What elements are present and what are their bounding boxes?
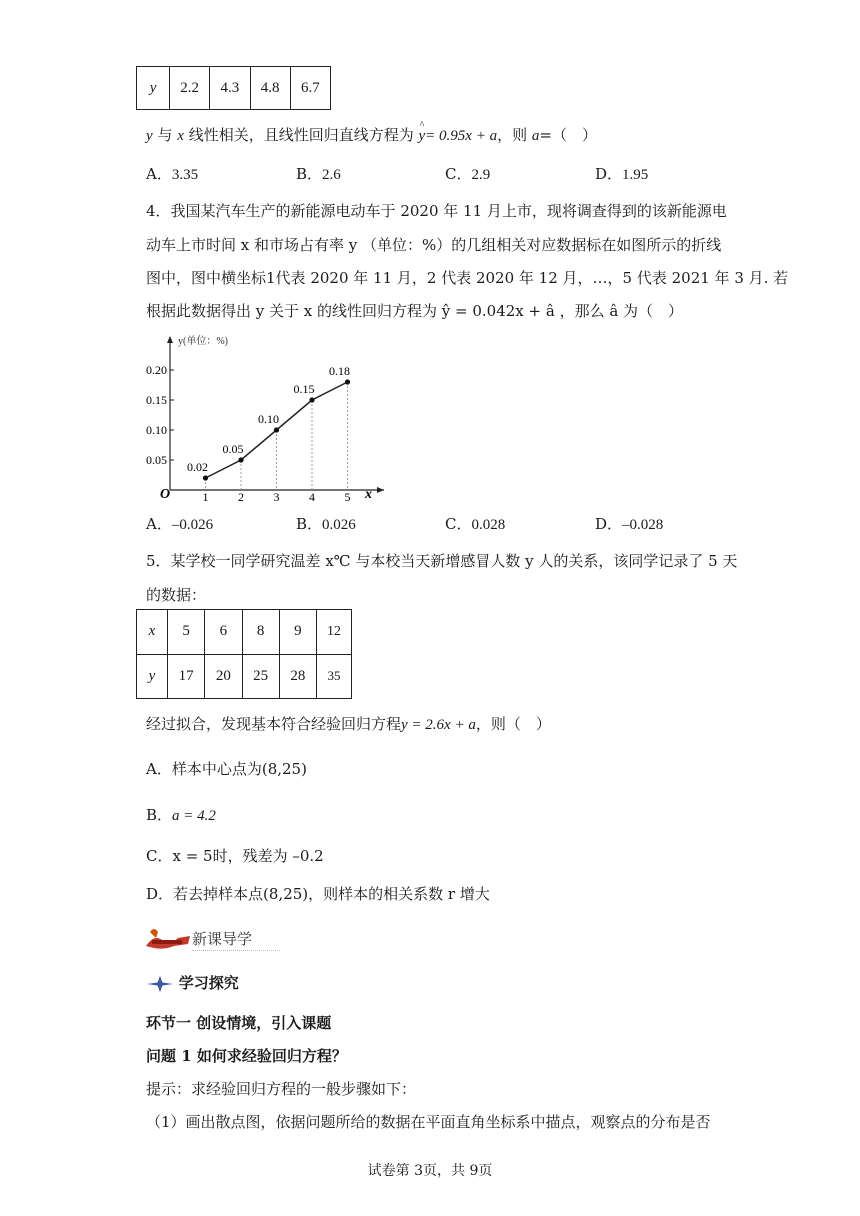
- banner-title: 新课导学: [192, 930, 253, 948]
- y-tick-label: 0.15: [146, 393, 167, 407]
- q4-line-4: 根据此数据得出 y 关于 x 的线性回归方程为 ŷ = 0.042x + â ，那么 â 为（ ）: [146, 302, 684, 320]
- data-point: [345, 379, 350, 384]
- study-subhead: 学习探究: [146, 972, 239, 993]
- data-label: 0.15: [293, 382, 315, 396]
- section-banner: [144, 926, 284, 952]
- x-tick-label: 2: [238, 490, 244, 503]
- y-tick-label: 0.05: [146, 453, 167, 467]
- q5-table-cell: 12: [317, 610, 352, 655]
- data-point: [238, 457, 243, 462]
- x-tick-label: 5: [344, 490, 351, 503]
- top-table-cell: 2.2: [170, 67, 210, 110]
- banner-decoration-icon: [144, 926, 194, 952]
- star-icon: [146, 975, 174, 993]
- q5-option-a: A．样本中心点为(8,25): [146, 760, 307, 778]
- q5-table-cell: 6: [205, 610, 242, 655]
- top-data-table: [136, 66, 331, 110]
- q3-option-b: B．2.6: [296, 165, 341, 183]
- data-label: 0.05: [222, 442, 244, 456]
- q3-option-a: A．3.35: [146, 165, 199, 183]
- banner-underline: [192, 950, 280, 951]
- question-1-heading: 问题 1 如何求经验回归方程？: [146, 1047, 347, 1065]
- step-1-text: （1）画出散点图，依据问题所给的数据在平面直角坐标系中描点，观察点的分布是否: [146, 1113, 711, 1131]
- q5-table-cell: 8: [242, 610, 279, 655]
- q5-option-b: B．a = 4.2: [146, 806, 216, 824]
- q5-table-cell: 17: [168, 654, 205, 699]
- q5-line-2: 的数据：: [146, 586, 207, 604]
- x-axis-label: x: [365, 487, 372, 502]
- q4-option-d: D．–0.028: [595, 515, 664, 533]
- top-table-cell: 4.3: [210, 67, 250, 110]
- q5-table-cell: 20: [205, 654, 242, 699]
- q4-option-c: C．0.028: [445, 515, 506, 533]
- data-point: [274, 427, 279, 432]
- data-label: 0.02: [187, 460, 208, 474]
- q3-option-c: C．2.9: [445, 165, 491, 183]
- x-tick-label: 1: [202, 490, 209, 503]
- top-table-cell: 6.7: [290, 67, 330, 110]
- q5-table-cell: 28: [279, 654, 316, 699]
- q4-line-1: 4．我国某汽车生产的新能源电动车于 2020 年 11 月上市，现将调查得到的该新能源电: [146, 202, 727, 220]
- market-share-line-chart: [140, 328, 390, 503]
- q5-table-header-x: x: [137, 610, 168, 655]
- data-label: 0.10: [258, 412, 279, 426]
- q5-fit-sentence: 经过拟合，发现基本符合经验回归方程y = 2.6x + a，则（ ）: [146, 715, 551, 733]
- q5-table-cell: 9: [279, 610, 316, 655]
- q5-data-table: [136, 609, 352, 699]
- q4-line-2: 动车上市时间 x 和市场占有率 y （单位：%）的几组相关对应数据标在如图所示的折线: [146, 236, 722, 254]
- q4-option-b: B．0.026: [296, 515, 356, 533]
- q3-stem: y 与 x 线性相关，且线性回归直线方程为 ^ y= 0.95x + a，则 a=（ ）: [146, 124, 597, 147]
- x-tick-label: 4: [309, 490, 315, 503]
- top-table-cell: 4.8: [250, 67, 290, 110]
- origin-label: O: [160, 487, 171, 502]
- q5-option-d: D．若去掉样本点(8,25)，则样本的相关系数 r 增大: [146, 885, 490, 903]
- q5-option-c: C．x = 5时，残差为 –0.2: [146, 847, 324, 865]
- q3-equation-hat: ^ y: [419, 125, 426, 147]
- q3-equation: = 0.95x + a: [425, 128, 498, 144]
- y-tick-label: 0.20: [146, 363, 167, 377]
- q5-table-cell: 25: [242, 654, 279, 699]
- page-footer: 试卷第 3页，共 9页: [367, 1163, 493, 1179]
- y-axis-label: y(单位：%): [178, 336, 228, 347]
- data-label: 0.18: [329, 364, 350, 378]
- y-axis-arrow: [167, 336, 173, 343]
- hint-text: 提示：求经验回归方程的一般步骤如下：: [146, 1080, 417, 1098]
- x-axis-arrow: [377, 487, 384, 493]
- q5-table-header-y: y: [137, 654, 168, 699]
- data-point: [309, 397, 314, 402]
- q5-table-cell: 35: [317, 654, 352, 699]
- q4-option-a: A．–0.026: [146, 515, 214, 533]
- x-tick-label: 3: [273, 490, 280, 503]
- q5-line-1: 5．某学校一同学研究温差 x℃ 与本校当天新增感冒人数 y 人的关系，该同学记录了 5 天: [146, 552, 738, 570]
- y-tick-label: 0.10: [146, 423, 167, 437]
- data-point: [203, 475, 208, 480]
- top-table-header: y: [137, 67, 170, 110]
- q5-table-cell: 5: [168, 610, 205, 655]
- q3-option-d: D．1.95: [595, 165, 649, 183]
- stage-heading: 环节一 创设情境，引入课题: [146, 1014, 332, 1032]
- q4-line-3: 图中，图中横坐标1代表 2020 年 11 月，2 代表 2020 年 12 月，…，5 代表 2021 年 3 月. 若: [146, 269, 789, 287]
- q5-fit-equation: y = 2.6x + a: [401, 717, 476, 733]
